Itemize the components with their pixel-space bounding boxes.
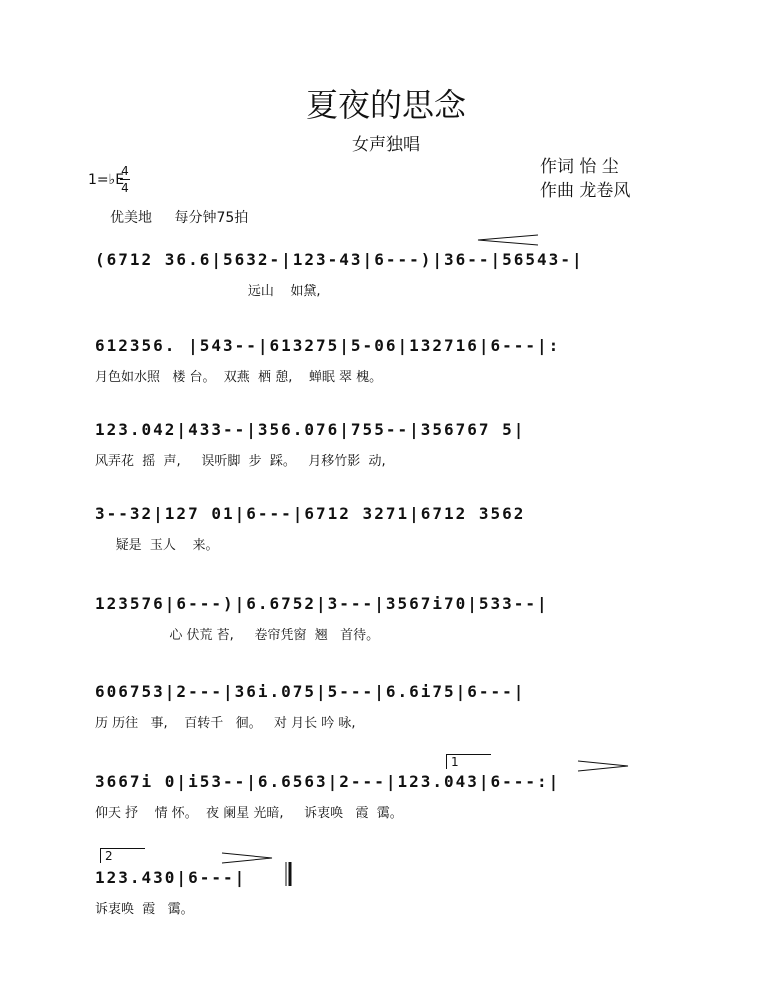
volta-2: 2: [100, 848, 145, 863]
decrescendo-hairpin-2: [222, 850, 272, 869]
song-title: 夏夜的思念: [305, 86, 466, 124]
crescendo-hairpin: [478, 232, 538, 251]
time-signature-top: 4: [121, 164, 129, 178]
notes-line-4: 3--32|127 01|6---|6712 3271|6712 3562: [95, 504, 526, 523]
tempo-marking: [110, 207, 266, 227]
time-signature-bottom: 4: [121, 181, 129, 195]
tempo-text: 每分钟75拍: [174, 210, 249, 226]
notes-line-6: 606753|2---|36i.075|5---|6.6i75|6---|: [95, 682, 526, 701]
lyrics-line-3: 风弄花 摇 声, 误听脚 步 踩。 月移竹影 动,: [95, 454, 386, 469]
song-subtitle: 女声独唱: [352, 135, 420, 155]
lyrics-line-6: 历 历往 事, 百转千 徊。 对 月长 吟 咏,: [95, 716, 356, 731]
key-signature: 1=♭E: [88, 172, 125, 188]
lyrics-line-2: 月色如水照 楼 台。 双燕 栖 憩, 蝉眠 翠 槐。: [95, 370, 383, 385]
lyricist-credit: 作词 怡 尘: [540, 157, 619, 177]
expression-mark: 优美地: [110, 210, 152, 226]
time-signature: [120, 164, 130, 195]
lyrics-line-8: 诉衷唤 霞 霭。: [95, 902, 194, 917]
final-barline: [285, 862, 293, 892]
notes-line-8: 123.430|6---|: [95, 868, 247, 887]
time-signature-bar: [120, 179, 130, 180]
lyrics-line-1: 远山 如黛,: [95, 284, 321, 299]
notes-line-3: 123.042|433--|356.076|755--|356767 5|: [95, 420, 526, 439]
volta-1: 1: [446, 754, 491, 769]
lyrics-line-4: 疑是 玉人 来。: [95, 538, 219, 553]
notes-line-5: 123576|6---)|6.6752|3---|3567i70|533--|: [95, 594, 549, 613]
notes-line-2: 612356. |543--|613275|5-06|132716|6---|:: [95, 336, 561, 355]
composer-credit: 作曲 龙卷风: [540, 181, 631, 201]
lyrics-line-5: 心 伏荒 苔, 卷帘凭窗 翘 首待。: [95, 628, 380, 643]
notes-line-1: (6712 36.6|5632-|123-43|6---)|36--|56543-|: [95, 250, 584, 269]
lyrics-line-7: 仰天 抒 情 怀。 夜 阑星 光暗, 诉衷唤 霞 霭。: [95, 806, 403, 821]
notes-line-7: 3667i 0|i53--|6.6563|2---|123.043|6---:|: [95, 772, 561, 791]
